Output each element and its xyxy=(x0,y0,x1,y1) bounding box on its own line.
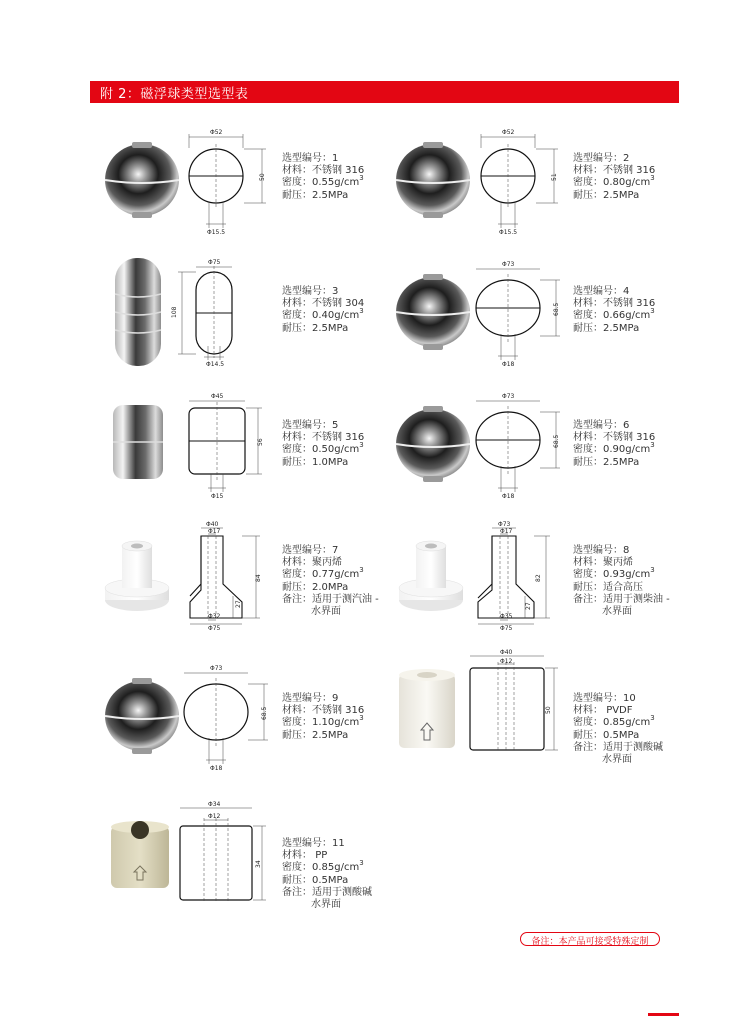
code-value: 5 xyxy=(332,420,339,431)
dim-bottom: Φ75 xyxy=(208,625,221,632)
pressure-value: 1.0MPa xyxy=(312,456,349,468)
remark-value: 适用于测柴油 - xyxy=(603,593,670,605)
spec-text xyxy=(282,153,364,165)
dim-height: 82 xyxy=(535,574,542,582)
density-value: 0.50g/cm xyxy=(312,444,360,456)
spec-text: 材料： xyxy=(573,165,603,177)
spec-text xyxy=(282,441,364,456)
dim-width: Φ45 xyxy=(211,393,224,400)
spec-text: 密度： xyxy=(282,862,312,874)
spec-text xyxy=(573,545,670,557)
code-value: 2 xyxy=(623,153,630,164)
spec-text: 密度： xyxy=(282,310,312,322)
spec-block xyxy=(282,420,364,469)
density-value: 0.85g/cm xyxy=(603,717,651,729)
spec-text: 3 xyxy=(359,859,364,868)
spec-text: 材料： xyxy=(573,298,603,310)
spec-text xyxy=(282,705,364,717)
remark-value: 适用于测汽油 - xyxy=(312,593,379,605)
spec-text: 密度： xyxy=(282,717,312,729)
spec-text: 3 xyxy=(650,441,655,450)
steel-cylinder-photo xyxy=(110,402,166,482)
dim-top: Φ40 xyxy=(206,521,219,528)
spec-block xyxy=(282,153,364,202)
spec-text xyxy=(573,566,670,581)
material-value: 不锈钢 316 xyxy=(603,298,656,310)
dim-inner: Φ17 xyxy=(208,528,221,535)
material-value: 聚丙烯 xyxy=(603,557,633,569)
spec-text xyxy=(282,887,372,899)
spec-text: 耐压： xyxy=(573,729,603,741)
spec-text: 3 xyxy=(650,714,655,723)
density-value: 0.40g/cm xyxy=(312,310,360,322)
material-value: 不锈钢 316 xyxy=(603,432,656,444)
density-value: 0.93g/cm xyxy=(603,569,651,581)
code-value: 3 xyxy=(332,286,339,297)
remark-value-2: 水界面 xyxy=(311,606,341,618)
spec-text: 备注： xyxy=(282,886,312,898)
spec-text: 选型编号： xyxy=(282,545,332,556)
dim-height: 34 xyxy=(255,860,262,868)
steel-ball-photo xyxy=(393,272,473,352)
spec-text xyxy=(282,298,364,310)
pressure-value: 0.5MPa xyxy=(603,729,640,741)
dim-width: Φ52 xyxy=(502,129,515,136)
spec-text xyxy=(282,838,372,850)
spec-text xyxy=(282,190,364,202)
dim-base: 27 xyxy=(235,600,242,608)
dim-height: 68.5 xyxy=(553,434,560,448)
spec-text: 密度： xyxy=(282,444,312,456)
spec-text xyxy=(282,693,364,705)
spec-text: 材料： xyxy=(282,432,312,444)
dim-height: 50 xyxy=(545,706,552,714)
spec-block xyxy=(573,153,655,202)
spec-text xyxy=(282,566,379,581)
spec-text xyxy=(573,307,655,322)
spec-text: 材料： xyxy=(282,705,312,717)
dim-bottom: Φ15.5 xyxy=(499,229,518,236)
spec-block xyxy=(573,420,655,469)
spec-text xyxy=(282,432,364,444)
density-value: 0.85g/cm xyxy=(312,862,360,874)
density-value: 1.10g/cm xyxy=(312,717,360,729)
remark-value-2: 水界面 xyxy=(311,899,341,911)
dim-height: 56 xyxy=(257,438,264,446)
pp-float-photo xyxy=(108,818,172,894)
spec-text: 耐压： xyxy=(282,729,312,741)
spec-text: 选型编号： xyxy=(573,693,623,704)
density-value: 0.90g/cm xyxy=(603,444,651,456)
spec-text: 耐压： xyxy=(573,581,603,593)
spec-text xyxy=(282,307,364,322)
spec-block xyxy=(573,286,655,335)
spec-text: 耐压： xyxy=(573,322,603,334)
spec-text: 备注： xyxy=(573,593,603,605)
dim-inner: Φ12 xyxy=(208,813,221,820)
dim-bottom: Φ15 xyxy=(211,493,224,500)
dim-height: 50 xyxy=(259,173,266,181)
density-value: 0.55g/cm xyxy=(312,177,360,189)
spec-text xyxy=(573,557,670,569)
steel-ball-photo xyxy=(102,140,182,220)
pressure-value: 2.5MPa xyxy=(312,189,349,201)
spec-text: 选型编号： xyxy=(282,838,332,849)
dim-height: 51 xyxy=(551,173,558,181)
spec-text xyxy=(573,730,663,742)
spec-text: 密度： xyxy=(573,717,603,729)
custom-note-badge xyxy=(520,932,660,946)
code-value: 7 xyxy=(332,545,339,556)
spec-text: 耐压： xyxy=(282,581,312,593)
dim-bottom: Φ75 xyxy=(500,625,513,632)
spec-text xyxy=(573,457,655,469)
material-value: 聚丙烯 xyxy=(312,557,342,569)
dim-width: Φ73 xyxy=(502,261,515,268)
spec-text xyxy=(282,875,372,887)
material-value: 不锈钢 316 xyxy=(312,432,365,444)
code-value: 9 xyxy=(332,693,339,704)
technical-drawing xyxy=(180,520,280,632)
dim-width: Φ40 xyxy=(500,649,513,656)
section-title: 附 2：磁浮球类型选型表 xyxy=(100,87,249,102)
remark-value-2: 水界面 xyxy=(602,754,632,766)
spec-text xyxy=(282,594,379,606)
dim-height: 108 xyxy=(171,306,178,318)
spec-text xyxy=(573,298,655,310)
steel-capsule-photo xyxy=(110,256,166,368)
spec-text xyxy=(573,420,655,432)
spec-block xyxy=(573,693,663,766)
spec-block xyxy=(282,545,379,618)
code-value: 11 xyxy=(332,838,345,849)
spec-text: 3 xyxy=(650,174,655,183)
spec-text: 备注： xyxy=(282,593,312,605)
spec-text xyxy=(282,606,379,618)
steel-ball-photo xyxy=(393,404,473,484)
material-value: 不锈钢 304 xyxy=(312,298,365,310)
spec-text: 3 xyxy=(359,566,364,575)
spec-text: 材料： xyxy=(282,850,312,862)
steel-ball-photo xyxy=(102,676,182,756)
spec-text: 选型编号： xyxy=(282,420,332,431)
dim-bottom: Φ14.5 xyxy=(206,361,225,368)
technical-drawing xyxy=(182,126,280,244)
pvdf-float-photo xyxy=(396,666,458,754)
code-value: 8 xyxy=(623,545,630,556)
spec-text: 备注： xyxy=(573,741,603,753)
footer-accent-mark xyxy=(648,1013,679,1016)
spec-block xyxy=(282,286,364,335)
pressure-value: 0.5MPa xyxy=(312,874,349,886)
spec-text xyxy=(573,174,655,189)
remark-value: 适用于测酸碱 xyxy=(603,741,663,753)
pressure-value: 适合高压 xyxy=(603,581,643,593)
spec-text xyxy=(573,190,655,202)
flanged-float-photo xyxy=(396,536,466,616)
dim-inner: Φ12 xyxy=(500,658,513,665)
dim-width: Φ34 xyxy=(208,801,221,808)
technical-drawing xyxy=(166,256,276,374)
spec-text xyxy=(573,286,655,298)
spec-text xyxy=(573,714,663,729)
dim-top: Φ73 xyxy=(498,521,511,528)
dim-bottom: Φ18 xyxy=(210,765,223,772)
spec-text xyxy=(573,594,670,606)
spec-text: 耐压： xyxy=(573,456,603,468)
spec-text: 3 xyxy=(650,307,655,316)
technical-drawing xyxy=(472,520,572,632)
spec-text xyxy=(282,582,379,594)
dim-height: 84 xyxy=(255,574,262,582)
technical-drawing xyxy=(174,798,274,908)
spec-text: 耐压： xyxy=(573,189,603,201)
spec-text xyxy=(282,859,372,874)
spec-text xyxy=(282,714,364,729)
spec-text: 耐压： xyxy=(282,874,312,886)
technical-drawing xyxy=(472,390,572,508)
spec-text: 材料： xyxy=(573,557,603,569)
dim-height: 68.5 xyxy=(261,706,268,720)
spec-text: 密度： xyxy=(573,177,603,189)
density-value: 0.66g/cm xyxy=(603,310,651,322)
spec-text: 选型编号： xyxy=(573,545,623,556)
dim-width: Φ73 xyxy=(502,393,515,400)
spec-text: 3 xyxy=(359,441,364,450)
code-value: 1 xyxy=(332,153,339,164)
spec-text: 3 xyxy=(359,714,364,723)
dim-width: Φ73 xyxy=(210,665,223,672)
spec-text: 密度： xyxy=(573,569,603,581)
spec-text: 材料： xyxy=(282,165,312,177)
spec-text xyxy=(573,323,655,335)
dim-bore: Φ35 xyxy=(500,613,513,620)
material-value: 不锈钢 316 xyxy=(312,705,365,717)
density-value: 0.77g/cm xyxy=(312,569,360,581)
spec-text xyxy=(573,582,670,594)
pressure-value: 2.5MPa xyxy=(603,322,640,334)
technical-drawing xyxy=(180,390,270,500)
spec-text: 选型编号： xyxy=(282,286,332,297)
pressure-value: 2.5MPa xyxy=(312,729,349,741)
dim-inner: Φ17 xyxy=(500,528,513,535)
spec-text xyxy=(573,693,663,705)
spec-text: 材料： xyxy=(282,298,312,310)
density-value: 0.80g/cm xyxy=(603,177,651,189)
technical-drawing xyxy=(474,126,572,244)
spec-text xyxy=(573,742,663,754)
pressure-value: 2.5MPa xyxy=(312,322,349,334)
spec-text xyxy=(573,432,655,444)
spec-text xyxy=(573,153,655,165)
spec-text xyxy=(573,165,655,177)
spec-text xyxy=(282,286,364,298)
material-value: 不锈钢 316 xyxy=(312,165,365,177)
code-value: 6 xyxy=(623,420,630,431)
remark-value: 适用于测酸碱 xyxy=(312,886,372,898)
dim-bottom: Φ15.5 xyxy=(207,229,226,236)
code-value: 10 xyxy=(623,693,636,704)
spec-text xyxy=(282,323,364,335)
section-header-bar xyxy=(90,81,679,103)
spec-text xyxy=(282,174,364,189)
spec-text xyxy=(282,557,379,569)
material-value: PP xyxy=(315,850,328,862)
custom-note-text: 备注：本产品可接受特殊定制 xyxy=(531,937,649,947)
dim-width: Φ52 xyxy=(210,129,223,136)
spec-text xyxy=(573,606,670,618)
spec-text: 选型编号： xyxy=(573,153,623,164)
spec-text: 3 xyxy=(359,174,364,183)
steel-ball-photo xyxy=(393,140,473,220)
spec-text: 材料： xyxy=(282,557,312,569)
spec-text: 选型编号： xyxy=(282,153,332,164)
pressure-value: 2.5MPa xyxy=(603,189,640,201)
spec-block xyxy=(282,838,372,911)
spec-text xyxy=(282,899,372,911)
dim-base: 27 xyxy=(525,602,532,610)
spec-text xyxy=(282,165,364,177)
pressure-value: 2.0MPa xyxy=(312,581,349,593)
spec-text xyxy=(282,730,364,742)
technical-drawing xyxy=(462,646,562,758)
spec-text xyxy=(282,420,364,432)
technical-drawing xyxy=(180,662,280,780)
spec-text: 材料： xyxy=(573,432,603,444)
dim-width: Φ75 xyxy=(208,259,221,266)
code-value: 4 xyxy=(623,286,630,297)
technical-drawing xyxy=(472,258,572,376)
dim-bottom: Φ18 xyxy=(502,361,515,368)
spec-text: 选型编号： xyxy=(573,420,623,431)
spec-text xyxy=(573,754,663,766)
spec-text: 选型编号： xyxy=(282,693,332,704)
spec-text xyxy=(282,545,379,557)
dim-bore: Φ32 xyxy=(208,613,221,620)
spec-text xyxy=(282,457,364,469)
spec-text: 3 xyxy=(650,566,655,575)
spec-text: 密度： xyxy=(573,310,603,322)
spec-text: 耐压： xyxy=(282,189,312,201)
material-value: PVDF xyxy=(606,705,633,717)
dim-bottom: Φ18 xyxy=(502,493,515,500)
spec-block xyxy=(282,693,364,742)
spec-text xyxy=(573,441,655,456)
spec-text: 耐压： xyxy=(282,456,312,468)
spec-text: 材料： xyxy=(573,705,603,717)
spec-text: 选型编号： xyxy=(573,286,623,297)
flanged-float-photo xyxy=(102,536,172,616)
spec-text: 密度： xyxy=(573,444,603,456)
spec-text: 3 xyxy=(359,307,364,316)
remark-value-2: 水界面 xyxy=(602,606,632,618)
dim-height: 68.5 xyxy=(553,302,560,316)
pressure-value: 2.5MPa xyxy=(603,456,640,468)
spec-text: 密度： xyxy=(282,177,312,189)
material-value: 不锈钢 316 xyxy=(603,165,656,177)
spec-block xyxy=(573,545,670,618)
spec-text: 耐压： xyxy=(282,322,312,334)
spec-text: 密度： xyxy=(282,569,312,581)
